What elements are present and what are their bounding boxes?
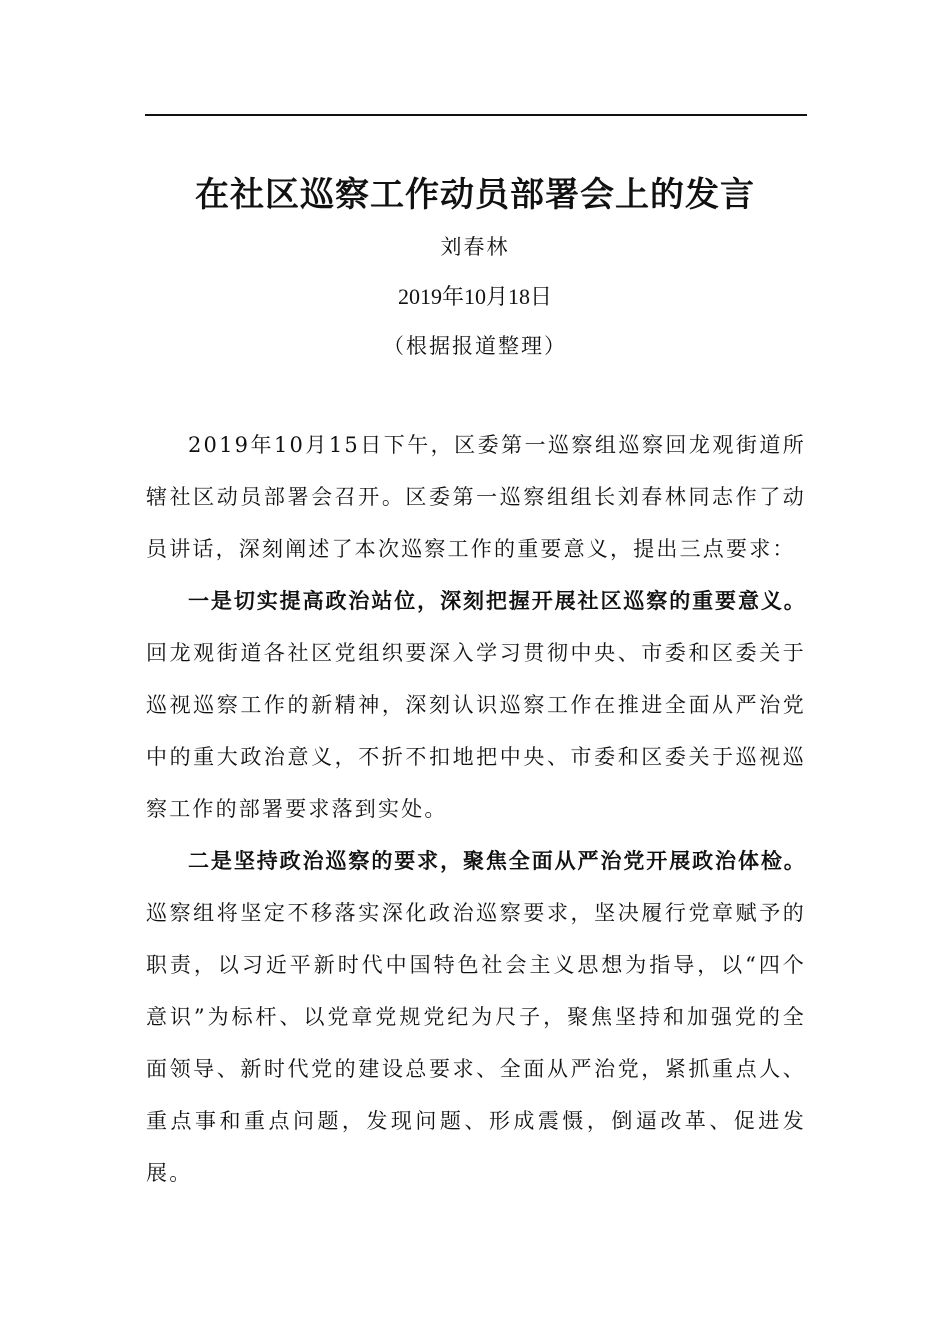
body-text [146, 419, 806, 1199]
paragraph-lead: 二是坚持政治巡察的要求，聚焦全面从严治党开展政治体检。 [188, 849, 806, 873]
header-rule [145, 114, 807, 116]
paragraph-text: 巡察组将坚定不移落实深化政治巡察要求，坚决履行党章赋予的职责，以习近平新时代中国特色社会主义思想为指导，以“四个意识”为标杆、以党章党规党纪为尺子，聚焦坚持和加强党的全面领导、新时代党的建设总要求、全面从严治党，紧抓重点人、重点事和重点问题，发现问题、形成震慑，倒逼改革、促进发展。 [146, 901, 806, 1185]
source-note: （根据报道整理） [383, 334, 567, 358]
paragraph-point-two [146, 835, 806, 1199]
paragraph-text: 2019年10月15日下午，区委第一巡察组巡察回龙观街道所辖社区动员部署会召开。区委第一巡察组组长刘春林同志作了动员讲话，深刻阐述了本次巡察工作的重要意义，提出三点要求： [146, 433, 806, 561]
author-name: 刘春林 [440, 235, 510, 259]
paragraph-point-one [146, 575, 806, 835]
paragraph-lead: 一是切实提高政治站位，深刻把握开展社区巡察的重要意义。 [188, 589, 806, 613]
document-date: 2019年10月18日 [397, 284, 552, 309]
document-title: 在社区巡察工作动员部署会上的发言 [195, 175, 755, 215]
paragraph-text: 回龙观街道各社区党组织要深入学习贯彻中央、市委和区委关于巡视巡察工作的新精神，深刻认识巡察工作在推进全面从严治党中的重大政治意义，不折不扣地把中央、市委和区委关于巡视巡察工作的部署要求落到实处。 [146, 641, 806, 821]
paragraph-intro [146, 419, 806, 575]
